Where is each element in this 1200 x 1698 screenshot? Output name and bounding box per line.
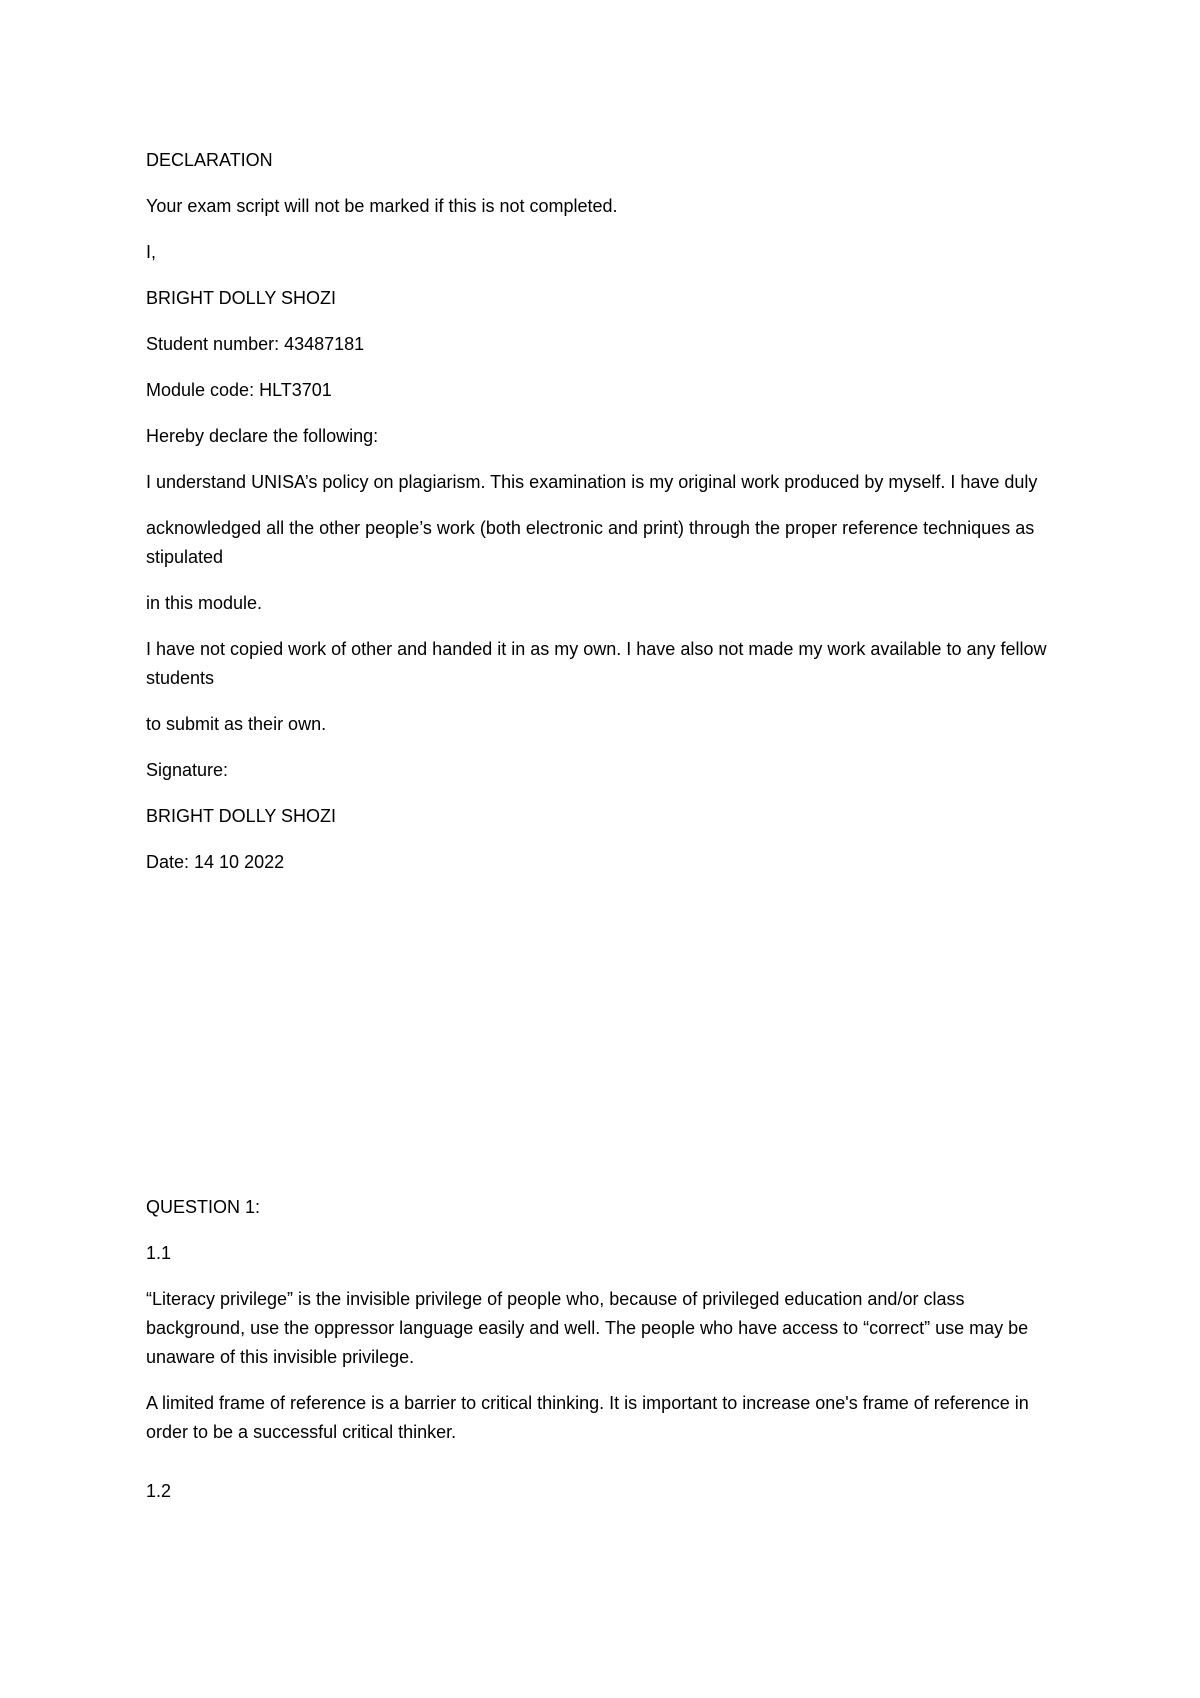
- question-1-2-label: 1.2: [146, 1481, 172, 1501]
- declaration-section: [146, 146, 1064, 894]
- declaration-paragraph-2: acknowledged all the other people’s work (both electronic and print) through the proper reference techniques as stipulated: [146, 518, 1035, 567]
- declaration-heading: DECLARATION: [146, 150, 273, 170]
- question-1-section: [146, 1193, 1064, 1523]
- declaration-paragraph-5: to submit as their own.: [146, 714, 327, 734]
- signature-label: Signature:: [146, 760, 229, 780]
- question-1-1-paragraph-2: A limited frame of reference is a barrier to critical thinking. It is important to increase one's frame of reference in order to be a successful critical thinker.: [146, 1393, 1029, 1442]
- declaration-i-line: I,: [146, 242, 157, 262]
- student-name: BRIGHT DOLLY SHOZI: [146, 288, 337, 308]
- signature-name: BRIGHT DOLLY SHOZI: [146, 806, 337, 826]
- question-1-1-paragraph-1: “Literacy privilege” is the invisible privilege of people who, because of privileged education and/or class background, use the oppressor language easily and well. The people who have access to “correct” use may be unaware of this invisible privilege.: [146, 1289, 1029, 1367]
- declaration-paragraph-1: I understand UNISA’s policy on plagiarism. This examination is my original work produced by myself. I have duly: [146, 472, 1038, 492]
- declaration-paragraph-4: I have not copied work of other and handed it in as my own. I have also not made my work available to any fellow students: [146, 639, 1047, 688]
- module-code: Module code: HLT3701: [146, 380, 332, 400]
- student-number: Student number: 43487181: [146, 334, 365, 354]
- declaration-warning: Your exam script will not be marked if this is not completed.: [146, 196, 618, 216]
- declaration-paragraph-3: in this module.: [146, 593, 263, 613]
- declaration-date: Date: 14 10 2022: [146, 852, 285, 872]
- question-1-1-label: 1.1: [146, 1243, 172, 1263]
- declare-line: Hereby declare the following:: [146, 426, 379, 446]
- question-1-heading: QUESTION 1:: [146, 1197, 261, 1217]
